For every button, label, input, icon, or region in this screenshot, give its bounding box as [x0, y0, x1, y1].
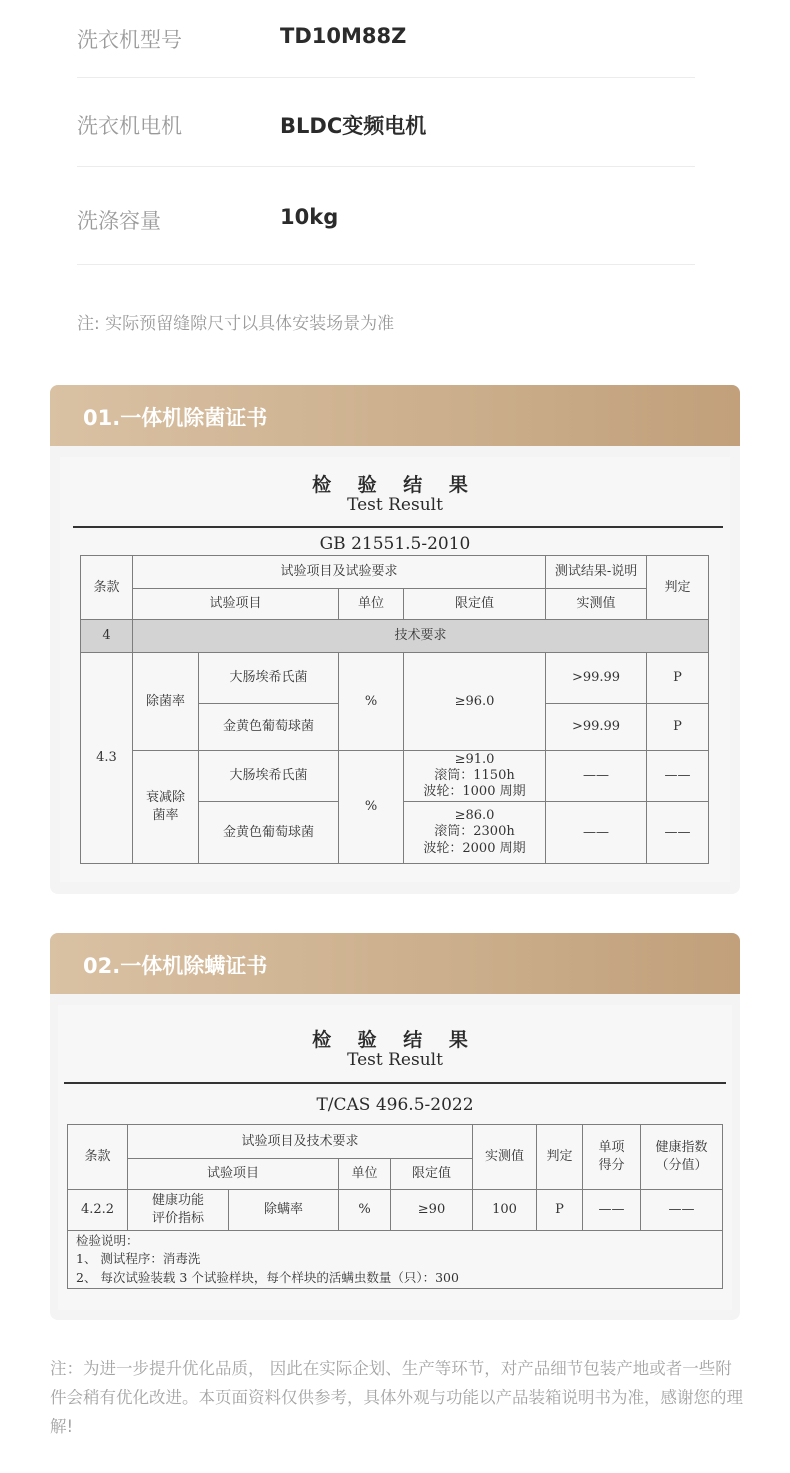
- measured-value: >99.99: [546, 653, 647, 704]
- test-item: 金黄色葡萄球菌: [199, 802, 339, 864]
- limit-line: 波轮：2000 周期: [423, 840, 526, 856]
- judge-value: P: [647, 704, 709, 751]
- test-item: 大肠埃希氏菌: [199, 751, 339, 802]
- category-line: 健康功能: [151, 1193, 204, 1209]
- spec-value: 10kg: [280, 205, 339, 229]
- test-result-document: [58, 1005, 732, 1310]
- standard-number: GB 21551.5-2010: [319, 534, 471, 554]
- document-heading-cn: 检 验 结 果: [312, 474, 478, 496]
- health-index-value: ——: [641, 1190, 723, 1231]
- mite-removal-certificate-card: [50, 933, 740, 1320]
- header-judge: 判定: [647, 556, 709, 620]
- card-title: 02.一体机除螨证书: [83, 954, 268, 978]
- card-title: 01.一体机除菌证书: [83, 406, 268, 430]
- test-item: 金黄色葡萄球菌: [199, 704, 339, 751]
- mite-removal-result-table: [67, 1124, 723, 1289]
- header-result-desc: 测试结果-说明: [546, 556, 647, 589]
- limit-line: 波轮：1000 周期: [423, 784, 526, 800]
- judge-value: P: [647, 653, 709, 704]
- test-item: 大肠埃希氏菌: [199, 653, 339, 704]
- measured-value: >99.99: [546, 704, 647, 751]
- spec-row-capacity: [77, 166, 695, 265]
- unit-value: %: [339, 653, 404, 751]
- judge-value: ——: [647, 802, 709, 864]
- category-line: 评价指标: [151, 1211, 204, 1226]
- spec-label: 洗衣机型号: [77, 28, 182, 52]
- disclaimer-note: 注：为进一步提升优化品质， 因此在实际企划、生产等环节，对产品细节包装产地或者一些附件会稍有优化改进。本页面资料仅供参考，具体外观与功能以产品装箱说明书为准，感谢您的理解!: [50, 1359, 743, 1436]
- spec-value: TD10M88Z: [280, 24, 407, 48]
- spec-value: BLDC变频电机: [280, 114, 427, 138]
- spec-row-motor: [77, 77, 695, 167]
- header-clause: 条款: [68, 1125, 128, 1190]
- group-label: 除菌率: [133, 653, 199, 751]
- group-label-line: 衰减除: [145, 790, 185, 806]
- test-result-document: [60, 457, 730, 882]
- sterilization-result-table: [80, 555, 709, 864]
- test-item: 除螨率: [229, 1190, 339, 1231]
- document-heading-cn: 检 验 结 果: [312, 1029, 478, 1051]
- limit-value: [404, 802, 546, 864]
- sterilization-certificate-card: [50, 385, 740, 894]
- header-measured: 实测值: [546, 589, 647, 620]
- unit-value: %: [339, 1190, 391, 1231]
- heading-rule: [64, 1082, 726, 1084]
- judge-value: ——: [647, 751, 709, 802]
- header-health-index: [641, 1125, 723, 1190]
- measured-value: ——: [546, 802, 647, 864]
- section-number: 4: [81, 620, 133, 653]
- limit-line: 滚筒：1150h: [434, 767, 515, 783]
- group-label-line: 菌率: [152, 808, 179, 823]
- header-unit: 单位: [339, 589, 404, 620]
- judge-value: P: [537, 1190, 583, 1231]
- header-test-items-req: 试验项目及技术要求: [128, 1125, 473, 1159]
- header-limit: 限定值: [391, 1159, 473, 1190]
- header-single-score: [583, 1125, 641, 1190]
- clause-number: 4.2.2: [68, 1190, 128, 1231]
- limit-line: ≥91.0: [454, 751, 495, 767]
- measured-value: ——: [546, 751, 647, 802]
- card-header: [50, 933, 740, 994]
- test-note-line: 1、 测试程序：消毒洗: [76, 1251, 201, 1267]
- limit-value: ≥96.0: [404, 653, 546, 751]
- header-line: 健康指数: [655, 1140, 708, 1156]
- document-heading-en: Test Result: [347, 495, 443, 515]
- single-score-value: ——: [583, 1190, 641, 1231]
- group-label: [133, 751, 199, 864]
- card-header: [50, 385, 740, 446]
- test-note-line: 检验说明：: [76, 1233, 139, 1249]
- installation-note: 注: 实际预留缝隙尺寸以具体安装场景为准: [77, 314, 395, 334]
- spec-row-model: [77, 0, 695, 78]
- header-judge: 判定: [537, 1125, 583, 1190]
- header-test-items-req: 试验项目及试验要求: [133, 556, 546, 589]
- measured-value: 100: [473, 1190, 537, 1231]
- spec-label: 洗涤容量: [77, 209, 161, 233]
- test-notes: [68, 1231, 723, 1289]
- header-unit: 单位: [339, 1159, 391, 1190]
- test-note-line: 2、 每次试验装载 3 个试验样块，每个样块的活螨虫数量（只）：300: [76, 1269, 459, 1285]
- header-test-item: 试验项目: [128, 1159, 339, 1190]
- header-test-item: 试验项目: [133, 589, 339, 620]
- category-label: [128, 1190, 229, 1231]
- header-line: 单项: [598, 1140, 625, 1156]
- limit-line: ≥86.0: [454, 808, 495, 824]
- header-line: （分值）: [655, 1158, 708, 1173]
- section-label: 技术要求: [133, 620, 709, 653]
- limit-value: [404, 751, 546, 802]
- heading-rule: [73, 526, 723, 528]
- document-heading-en: Test Result: [347, 1050, 443, 1070]
- clause-number: 4.3: [81, 653, 133, 864]
- limit-value: ≥90: [391, 1190, 473, 1231]
- unit-value: %: [339, 751, 404, 864]
- header-line: 得分: [598, 1158, 625, 1173]
- standard-number: T/CAS 496.5-2022: [316, 1095, 474, 1115]
- limit-line: 滚筒：2300h: [434, 824, 515, 840]
- header-limit: 限定值: [404, 589, 546, 620]
- header-clause: 条款: [81, 556, 133, 620]
- spec-label: 洗衣机电机: [77, 114, 182, 138]
- header-measured: 实测值: [473, 1125, 537, 1190]
